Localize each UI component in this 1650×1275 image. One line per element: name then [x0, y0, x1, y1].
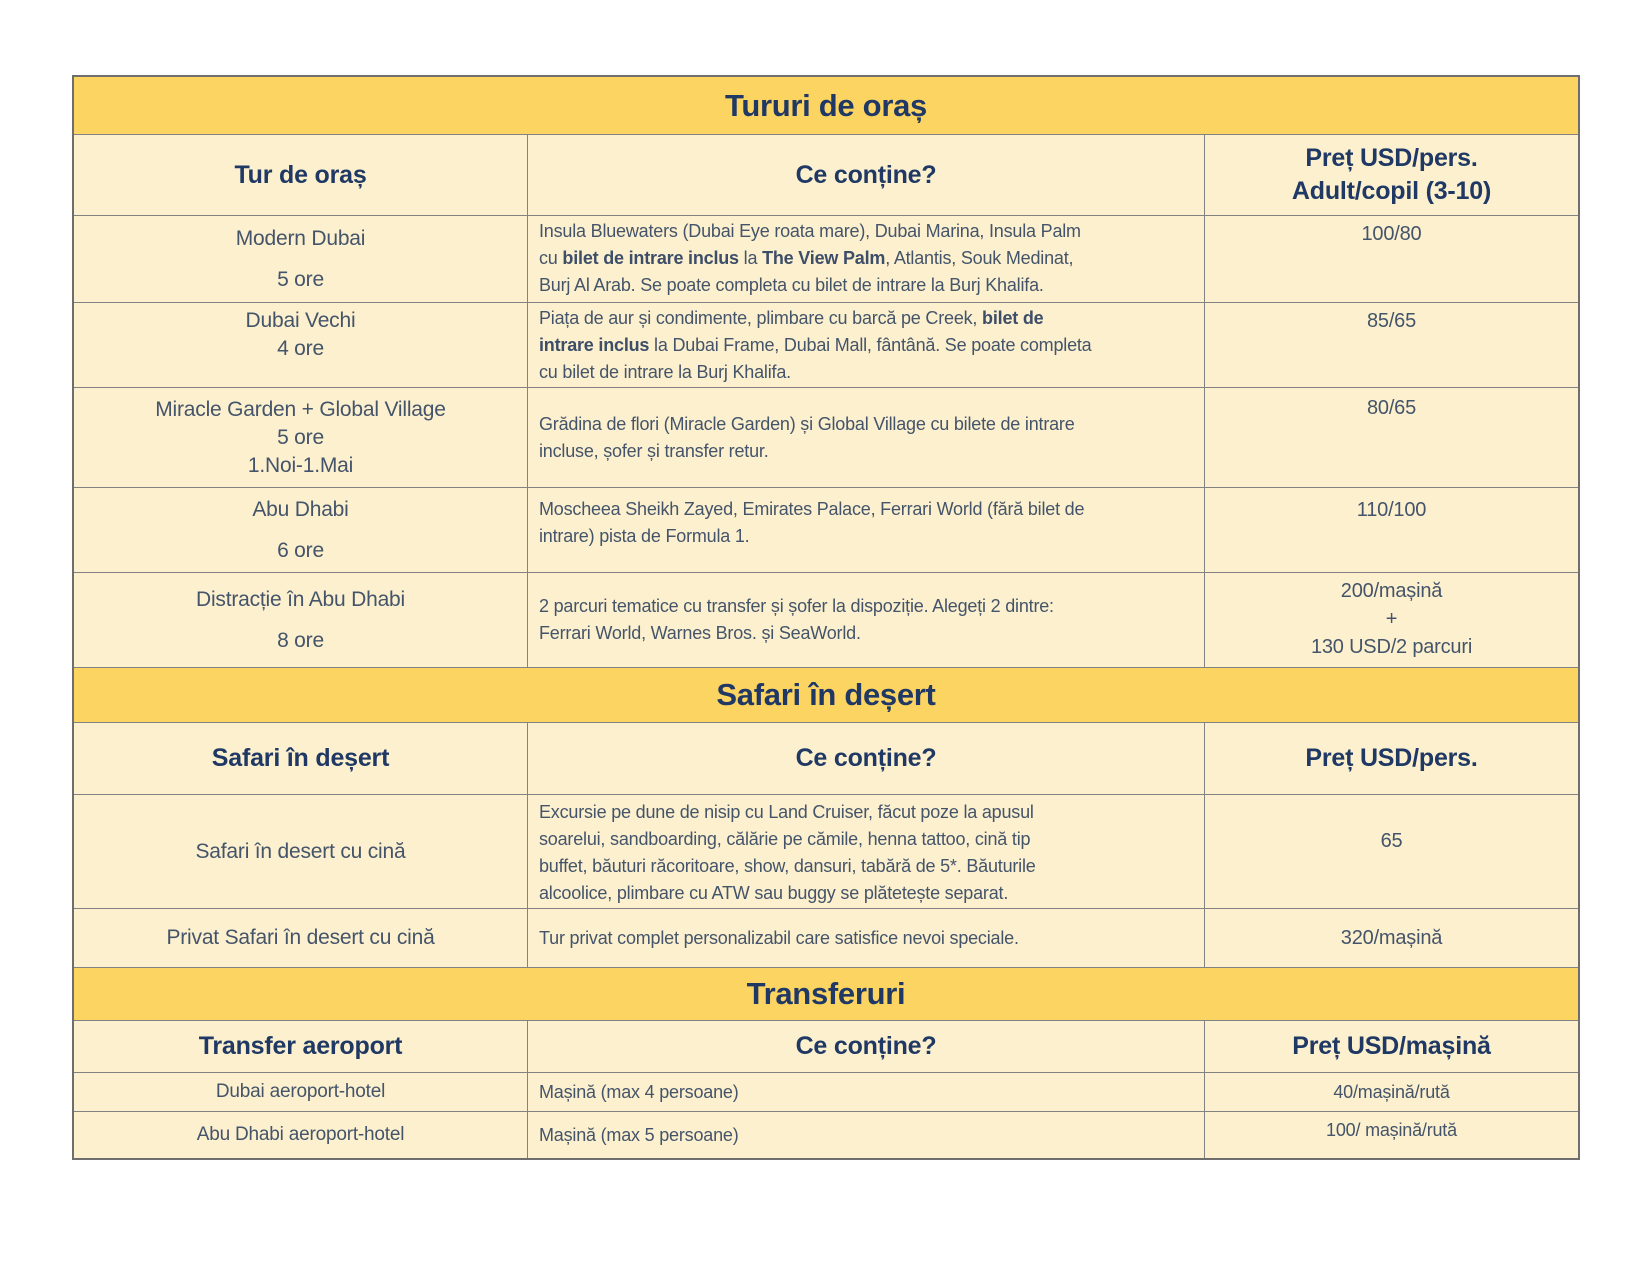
- tour-name-cell: Abu Dhabi 6 ore: [252, 497, 349, 562]
- tour-desc-cell: Piața de aur și condimente, plimbare cu barcă pe Creek, bilet de intrare inclus la Dubai Frame, Dubai Mall, fântână. Se poate completa cu bilet de intrare la Burj Khalifa.: [527, 303, 1204, 387]
- header-row-safari: [74, 722, 1578, 794]
- section-band-safari: [74, 667, 1578, 722]
- section-title-transfers: Transferuri: [746, 976, 906, 1011]
- header-row-transfers: [74, 1020, 1578, 1072]
- tour-desc-cell: 2 parcuri tematice cu transfer și șofer la dispoziție. Alegeți 2 dintre: Ferrari World, Warnes Bros. și SeaWorld.: [527, 573, 1204, 667]
- tour-desc-cell: Tur privat complet personalizabil care satisfice nevoi speciale.: [527, 909, 1204, 967]
- section-band-transfers: [74, 967, 1578, 1020]
- table-row-abu-dhabi-transfer: [74, 1111, 1578, 1158]
- tour-price-cell: 100/ mașină/rută: [1204, 1112, 1578, 1158]
- tour-name-cell: Distracție în Abu Dhabi 8 ore: [195, 587, 405, 652]
- tour-price-cell: 80/65: [1204, 388, 1578, 487]
- table-row-dubai-transfer: [74, 1072, 1578, 1111]
- table-row-distractie-abu-dhabi: [74, 572, 1578, 667]
- tour-price-cell: 85/65: [1204, 303, 1578, 387]
- tour-name-cell: Dubai Vechi 4 ore: [245, 309, 356, 360]
- tour-price-cell: 100/80: [1204, 216, 1578, 302]
- table-row-abu-dhabi: [74, 487, 1578, 572]
- table-row-privat-safari: [74, 908, 1578, 967]
- section-band-city-tours: [74, 77, 1578, 134]
- tour-price-cell: 40/mașină/rută: [1204, 1073, 1578, 1111]
- section-title-city-tours: Tururi de oraș: [725, 87, 927, 123]
- table-row-modern-dubai: [74, 215, 1578, 302]
- tour-name-cell: Dubai aeroport-hotel: [215, 1081, 386, 1102]
- table-row-dubai-vechi: [74, 302, 1578, 387]
- tour-desc-cell: Mașină (max 4 persoane): [527, 1073, 1204, 1111]
- tour-desc-cell: Mașină (max 5 persoane): [527, 1112, 1204, 1158]
- tour-price-cell: 110/100: [1204, 488, 1578, 572]
- tour-name-cell: Safari în desert cu cină: [195, 839, 406, 863]
- header-row-city-tours: [74, 134, 1578, 215]
- tour-desc-cell: Moscheea Sheikh Zayed, Emirates Palace, Ferrari World (fără bilet de intrare) pista de Formula 1.: [527, 488, 1204, 572]
- tour-name-cell: Miracle Garden + Global Village 5 ore 1.Noi-1.Mai: [155, 397, 446, 477]
- table-row-miracle-garden: [74, 387, 1578, 487]
- price-table: [72, 75, 1580, 1160]
- column-header-contents: Ce conține?: [527, 723, 1204, 794]
- tour-price-cell: 200/mașină + 130 USD/2 parcuri: [1204, 573, 1578, 667]
- column-header-price-line2: Adult/copil (3-10): [1291, 177, 1492, 205]
- column-header-contents: Ce conține?: [527, 1021, 1204, 1072]
- tour-desc-cell: Excursie pe dune de nisip cu Land Cruiser, făcut poze la apusul soarelui, sandboarding, călărie pe cămile, henna tattoo, cină tip buffet, băuturi răcoritoare, show, dansuri, tabără de 5*. Băuturile alcoolice, plimbare cu ATW sau buggy se plătetește separat.: [527, 795, 1204, 908]
- column-header-price: Preț USD/mașină: [1204, 1021, 1578, 1072]
- tour-price-cell: 320/mașină: [1204, 909, 1578, 967]
- column-header-tour: Transfer aeroport: [198, 1032, 403, 1060]
- tour-desc-cell: Insula Bluewaters (Dubai Eye roata mare), Dubai Marina, Insula Palm cu bilet de intrare inclus la The View Palm, Atlantis, Souk Medinat, Burj Al Arab. Se poate completa cu bilet de intrare la Burj Khalifa.: [527, 216, 1204, 302]
- table-row-safari-cina: [74, 794, 1578, 908]
- tour-desc-cell: Grădina de flori (Miracle Garden) și Global Village cu bilete de intrare incluse, șofer și transfer retur.: [527, 388, 1204, 487]
- column-header-price-line1: Preț USD/pers.: [1305, 144, 1478, 172]
- section-title-safari: Safari în deșert: [716, 677, 936, 712]
- column-header-tour: Safari în deșert: [211, 744, 390, 772]
- tour-name-cell: Abu Dhabi aeroport-hotel: [196, 1124, 405, 1145]
- tour-name-cell: Privat Safari în desert cu cină: [166, 926, 435, 949]
- column-header-price: [1204, 135, 1578, 215]
- column-header-contents: Ce conține?: [527, 135, 1204, 215]
- column-header-tour: Tur de oraș: [234, 160, 367, 189]
- tour-name-cell: Modern Dubai 5 ore: [235, 226, 366, 291]
- column-header-price: Preț USD/pers.: [1204, 723, 1578, 794]
- tour-price-cell: 65: [1204, 795, 1578, 908]
